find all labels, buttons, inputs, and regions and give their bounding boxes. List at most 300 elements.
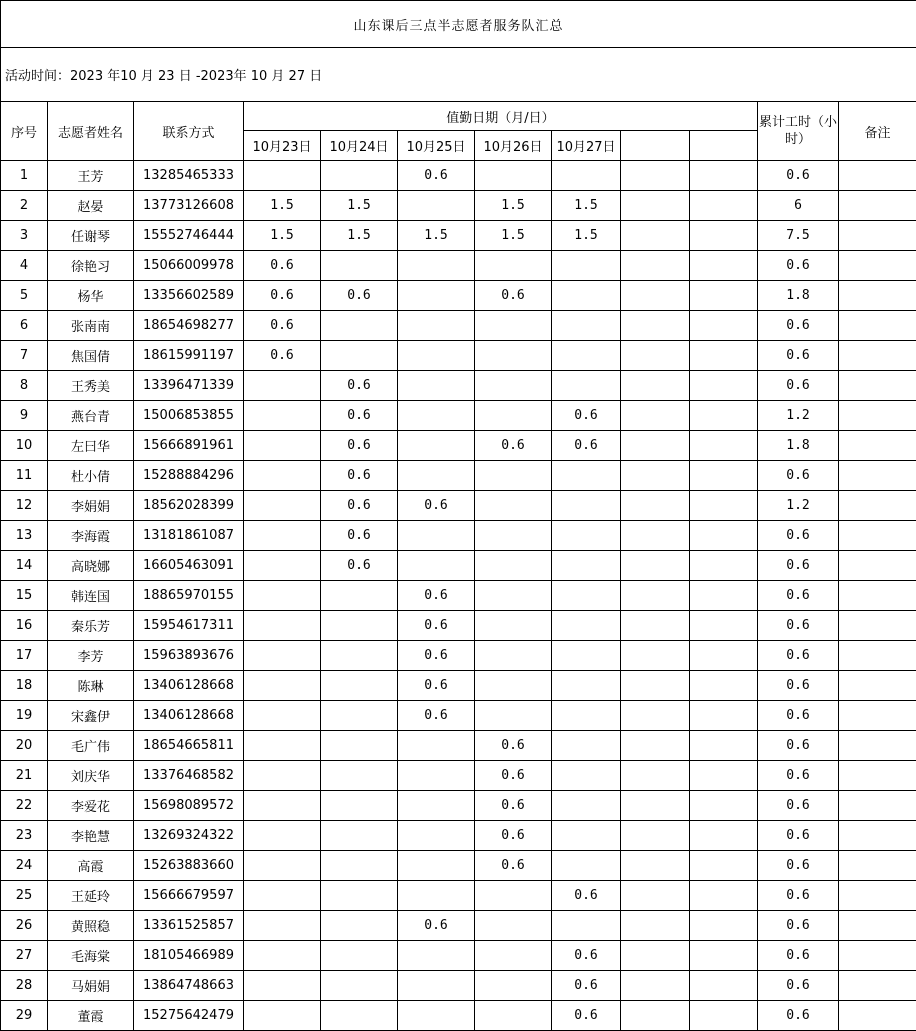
row-name: 高晓娜 bbox=[48, 551, 134, 581]
row-day-hours bbox=[690, 281, 758, 311]
row-remark bbox=[839, 851, 916, 881]
row-day-hours bbox=[475, 311, 552, 341]
row-day-hours bbox=[398, 311, 475, 341]
row-seq: 1 bbox=[1, 161, 48, 191]
row-name: 李艳慧 bbox=[48, 821, 134, 851]
row-phone: 15963893676 bbox=[134, 641, 244, 671]
row-day-hours bbox=[690, 161, 758, 191]
row-day-hours bbox=[690, 941, 758, 971]
row-seq: 24 bbox=[1, 851, 48, 881]
row-seq: 13 bbox=[1, 521, 48, 551]
row-remark bbox=[839, 701, 916, 731]
row-day-hours bbox=[398, 551, 475, 581]
row-day-hours: 0.6 bbox=[552, 971, 621, 1001]
row-day-hours bbox=[552, 371, 621, 401]
row-day-hours bbox=[398, 761, 475, 791]
row-day-hours bbox=[621, 731, 690, 761]
row-phone: 16605463091 bbox=[134, 551, 244, 581]
table-row bbox=[1, 311, 916, 341]
row-day-hours bbox=[621, 611, 690, 641]
row-total-hours: 0.6 bbox=[758, 641, 839, 671]
row-phone: 13406128668 bbox=[134, 701, 244, 731]
row-phone: 18654665811 bbox=[134, 731, 244, 761]
row-phone: 15275642479 bbox=[134, 1001, 244, 1031]
header-contact: 联系方式 bbox=[134, 102, 244, 161]
row-phone: 15698089572 bbox=[134, 791, 244, 821]
table-row bbox=[1, 401, 916, 431]
row-day-hours bbox=[244, 371, 321, 401]
row-day-hours bbox=[244, 461, 321, 491]
row-seq: 22 bbox=[1, 791, 48, 821]
row-remark bbox=[839, 671, 916, 701]
table-row bbox=[1, 641, 916, 671]
table-row bbox=[1, 491, 916, 521]
row-seq: 10 bbox=[1, 431, 48, 461]
row-phone: 13773126608 bbox=[134, 191, 244, 221]
row-name: 李海霞 bbox=[48, 521, 134, 551]
row-total-hours: 1.8 bbox=[758, 431, 839, 461]
row-total-hours: 0.6 bbox=[758, 161, 839, 191]
row-day-hours bbox=[621, 191, 690, 221]
row-total-hours: 1.2 bbox=[758, 491, 839, 521]
row-day-hours bbox=[398, 971, 475, 1001]
row-total-hours: 1.2 bbox=[758, 401, 839, 431]
row-day-hours bbox=[475, 491, 552, 521]
row-day-hours bbox=[244, 671, 321, 701]
row-day-hours bbox=[690, 971, 758, 1001]
table-row bbox=[1, 521, 916, 551]
row-day-hours bbox=[244, 491, 321, 521]
row-day-hours bbox=[621, 491, 690, 521]
row-day-hours bbox=[690, 851, 758, 881]
row-day-hours bbox=[244, 731, 321, 761]
row-day-hours bbox=[244, 881, 321, 911]
row-seq: 19 bbox=[1, 701, 48, 731]
row-day-hours bbox=[475, 161, 552, 191]
row-seq: 15 bbox=[1, 581, 48, 611]
row-total-hours: 7.5 bbox=[758, 221, 839, 251]
row-day-hours bbox=[552, 161, 621, 191]
row-day-hours bbox=[621, 791, 690, 821]
row-phone: 13285465333 bbox=[134, 161, 244, 191]
row-remark bbox=[839, 791, 916, 821]
row-phone: 13269324322 bbox=[134, 821, 244, 851]
row-name: 李芳 bbox=[48, 641, 134, 671]
row-day-hours bbox=[552, 611, 621, 641]
row-remark bbox=[839, 641, 916, 671]
row-day-hours bbox=[690, 581, 758, 611]
row-remark bbox=[839, 1001, 916, 1031]
row-day-hours: 0.6 bbox=[398, 611, 475, 641]
row-remark bbox=[839, 551, 916, 581]
row-day-hours bbox=[475, 521, 552, 551]
row-day-hours bbox=[321, 161, 398, 191]
row-day-hours bbox=[321, 1001, 398, 1031]
row-day-hours bbox=[690, 371, 758, 401]
row-day-hours: 0.6 bbox=[398, 161, 475, 191]
row-day-hours bbox=[398, 191, 475, 221]
row-day-hours: 0.6 bbox=[552, 941, 621, 971]
row-phone: 15954617311 bbox=[134, 611, 244, 641]
header-date bbox=[690, 131, 758, 161]
table-row bbox=[1, 671, 916, 701]
row-day-hours bbox=[690, 701, 758, 731]
row-seq: 21 bbox=[1, 761, 48, 791]
row-day-hours bbox=[690, 311, 758, 341]
row-day-hours bbox=[690, 341, 758, 371]
row-day-hours bbox=[475, 611, 552, 641]
row-seq: 2 bbox=[1, 191, 48, 221]
table-row bbox=[1, 251, 916, 281]
row-seq: 26 bbox=[1, 911, 48, 941]
row-day-hours bbox=[244, 431, 321, 461]
row-remark bbox=[839, 281, 916, 311]
row-day-hours bbox=[475, 1001, 552, 1031]
row-remark bbox=[839, 161, 916, 191]
row-day-hours bbox=[321, 731, 398, 761]
row-day-hours: 1.5 bbox=[552, 191, 621, 221]
row-name: 王秀美 bbox=[48, 371, 134, 401]
row-day-hours: 0.6 bbox=[398, 491, 475, 521]
row-day-hours: 0.6 bbox=[321, 491, 398, 521]
row-day-hours bbox=[244, 551, 321, 581]
row-seq: 16 bbox=[1, 611, 48, 641]
row-remark bbox=[839, 521, 916, 551]
table-row bbox=[1, 791, 916, 821]
header-date bbox=[621, 131, 690, 161]
row-total-hours: 0.6 bbox=[758, 1001, 839, 1031]
row-day-hours: 1.5 bbox=[475, 191, 552, 221]
header-date: 10月24日 bbox=[321, 131, 398, 161]
row-day-hours bbox=[621, 221, 690, 251]
row-day-hours bbox=[244, 611, 321, 641]
row-remark bbox=[839, 221, 916, 251]
row-seq: 14 bbox=[1, 551, 48, 581]
row-day-hours bbox=[321, 791, 398, 821]
row-day-hours bbox=[321, 941, 398, 971]
row-day-hours bbox=[690, 641, 758, 671]
row-day-hours: 0.6 bbox=[475, 761, 552, 791]
row-day-hours bbox=[690, 731, 758, 761]
row-day-hours: 1.5 bbox=[244, 191, 321, 221]
row-seq: 27 bbox=[1, 941, 48, 971]
row-day-hours bbox=[621, 971, 690, 1001]
row-name: 燕台青 bbox=[48, 401, 134, 431]
row-name: 秦乐芳 bbox=[48, 611, 134, 641]
row-day-hours bbox=[398, 821, 475, 851]
row-day-hours: 0.6 bbox=[244, 341, 321, 371]
row-remark bbox=[839, 191, 916, 221]
row-day-hours: 0.6 bbox=[321, 551, 398, 581]
row-day-hours bbox=[244, 581, 321, 611]
row-total-hours: 0.6 bbox=[758, 341, 839, 371]
row-day-hours bbox=[690, 521, 758, 551]
row-day-hours bbox=[621, 251, 690, 281]
row-day-hours bbox=[244, 851, 321, 881]
row-name: 杨华 bbox=[48, 281, 134, 311]
row-total-hours: 0.6 bbox=[758, 851, 839, 881]
row-day-hours bbox=[690, 221, 758, 251]
row-name: 王延玲 bbox=[48, 881, 134, 911]
row-day-hours bbox=[475, 941, 552, 971]
row-total-hours: 0.6 bbox=[758, 311, 839, 341]
row-phone: 13396471339 bbox=[134, 371, 244, 401]
row-total-hours: 0.6 bbox=[758, 581, 839, 611]
row-day-hours: 0.6 bbox=[398, 701, 475, 731]
header-date: 10月27日 bbox=[552, 131, 621, 161]
row-day-hours bbox=[690, 761, 758, 791]
row-day-hours bbox=[244, 521, 321, 551]
row-day-hours bbox=[690, 401, 758, 431]
row-day-hours bbox=[398, 461, 475, 491]
row-day-hours bbox=[321, 581, 398, 611]
row-day-hours bbox=[244, 971, 321, 1001]
row-phone: 13356602589 bbox=[134, 281, 244, 311]
row-day-hours: 0.6 bbox=[475, 851, 552, 881]
row-day-hours bbox=[690, 491, 758, 521]
row-day-hours bbox=[475, 581, 552, 611]
row-name: 杜小倩 bbox=[48, 461, 134, 491]
row-day-hours bbox=[690, 821, 758, 851]
header-total-hours: 累计工时（小时） bbox=[758, 102, 839, 161]
table-row bbox=[1, 341, 916, 371]
row-day-hours: 0.6 bbox=[552, 431, 621, 461]
row-phone: 18654698277 bbox=[134, 311, 244, 341]
row-phone: 18562028399 bbox=[134, 491, 244, 521]
row-name: 韩连国 bbox=[48, 581, 134, 611]
row-total-hours: 0.6 bbox=[758, 971, 839, 1001]
row-day-hours: 1.5 bbox=[475, 221, 552, 251]
row-remark bbox=[839, 251, 916, 281]
row-remark bbox=[839, 731, 916, 761]
row-day-hours bbox=[552, 521, 621, 551]
row-day-hours: 0.6 bbox=[398, 581, 475, 611]
row-remark bbox=[839, 341, 916, 371]
row-day-hours bbox=[621, 911, 690, 941]
row-day-hours bbox=[621, 401, 690, 431]
row-remark bbox=[839, 491, 916, 521]
row-day-hours bbox=[321, 971, 398, 1001]
row-total-hours: 0.6 bbox=[758, 881, 839, 911]
row-seq: 20 bbox=[1, 731, 48, 761]
row-total-hours: 0.6 bbox=[758, 521, 839, 551]
row-day-hours: 0.6 bbox=[475, 791, 552, 821]
row-seq: 12 bbox=[1, 491, 48, 521]
row-day-hours bbox=[398, 521, 475, 551]
table-row bbox=[1, 941, 916, 971]
row-day-hours bbox=[398, 371, 475, 401]
row-day-hours bbox=[475, 881, 552, 911]
row-day-hours bbox=[398, 251, 475, 281]
row-day-hours: 1.5 bbox=[244, 221, 321, 251]
header-date: 10月26日 bbox=[475, 131, 552, 161]
row-phone: 15263883660 bbox=[134, 851, 244, 881]
row-day-hours bbox=[321, 761, 398, 791]
row-phone: 15006853855 bbox=[134, 401, 244, 431]
row-name: 刘庆华 bbox=[48, 761, 134, 791]
row-total-hours: 0.6 bbox=[758, 941, 839, 971]
row-seq: 28 bbox=[1, 971, 48, 1001]
row-day-hours bbox=[321, 341, 398, 371]
row-total-hours: 6 bbox=[758, 191, 839, 221]
row-day-hours bbox=[244, 1001, 321, 1031]
row-day-hours bbox=[552, 701, 621, 731]
row-day-hours bbox=[244, 941, 321, 971]
row-day-hours: 0.6 bbox=[321, 401, 398, 431]
table-row bbox=[1, 1001, 916, 1031]
row-seq: 3 bbox=[1, 221, 48, 251]
row-day-hours bbox=[690, 671, 758, 701]
row-seq: 11 bbox=[1, 461, 48, 491]
row-name: 李爱花 bbox=[48, 791, 134, 821]
table-row bbox=[1, 461, 916, 491]
row-name: 陈琳 bbox=[48, 671, 134, 701]
row-day-hours bbox=[690, 551, 758, 581]
row-seq: 25 bbox=[1, 881, 48, 911]
header-date: 10月25日 bbox=[398, 131, 475, 161]
row-remark bbox=[839, 461, 916, 491]
row-total-hours: 0.6 bbox=[758, 761, 839, 791]
row-day-hours: 0.6 bbox=[552, 881, 621, 911]
row-seq: 6 bbox=[1, 311, 48, 341]
row-day-hours bbox=[621, 341, 690, 371]
table-row bbox=[1, 371, 916, 401]
row-day-hours bbox=[398, 401, 475, 431]
row-seq: 23 bbox=[1, 821, 48, 851]
row-name: 董霞 bbox=[48, 1001, 134, 1031]
row-day-hours bbox=[690, 461, 758, 491]
row-day-hours bbox=[552, 281, 621, 311]
table-row bbox=[1, 851, 916, 881]
row-name: 毛海棠 bbox=[48, 941, 134, 971]
row-day-hours: 0.6 bbox=[398, 911, 475, 941]
row-name: 王芳 bbox=[48, 161, 134, 191]
row-day-hours: 0.6 bbox=[398, 641, 475, 671]
row-name: 左曰华 bbox=[48, 431, 134, 461]
row-remark bbox=[839, 371, 916, 401]
row-day-hours: 1.5 bbox=[321, 191, 398, 221]
row-day-hours bbox=[321, 821, 398, 851]
row-remark bbox=[839, 611, 916, 641]
row-day-hours bbox=[244, 401, 321, 431]
row-day-hours bbox=[621, 371, 690, 401]
row-day-hours bbox=[398, 431, 475, 461]
table-row bbox=[1, 911, 916, 941]
row-name: 张南南 bbox=[48, 311, 134, 341]
row-day-hours bbox=[475, 461, 552, 491]
row-seq: 17 bbox=[1, 641, 48, 671]
row-day-hours bbox=[690, 881, 758, 911]
table-row bbox=[1, 821, 916, 851]
table-row bbox=[1, 551, 916, 581]
row-day-hours: 0.6 bbox=[244, 281, 321, 311]
header-remarks: 备注 bbox=[839, 102, 916, 161]
row-name: 赵晏 bbox=[48, 191, 134, 221]
row-day-hours bbox=[690, 911, 758, 941]
row-day-hours bbox=[552, 761, 621, 791]
row-name: 徐艳习 bbox=[48, 251, 134, 281]
row-day-hours bbox=[621, 1001, 690, 1031]
row-total-hours: 0.6 bbox=[758, 251, 839, 281]
row-remark bbox=[839, 821, 916, 851]
row-phone: 13406128668 bbox=[134, 671, 244, 701]
row-day-hours bbox=[621, 671, 690, 701]
row-day-hours: 0.6 bbox=[244, 251, 321, 281]
row-phone: 15066009978 bbox=[134, 251, 244, 281]
row-day-hours: 1.5 bbox=[321, 221, 398, 251]
row-day-hours bbox=[398, 281, 475, 311]
row-day-hours bbox=[552, 671, 621, 701]
row-day-hours bbox=[475, 371, 552, 401]
row-day-hours bbox=[621, 941, 690, 971]
row-day-hours bbox=[552, 641, 621, 671]
header-duty-dates: 值勤日期（月/日） bbox=[244, 102, 758, 131]
row-seq: 5 bbox=[1, 281, 48, 311]
row-day-hours bbox=[621, 521, 690, 551]
row-day-hours bbox=[621, 821, 690, 851]
row-day-hours bbox=[552, 791, 621, 821]
row-name: 任谢琴 bbox=[48, 221, 134, 251]
row-phone: 13376468582 bbox=[134, 761, 244, 791]
row-day-hours bbox=[621, 701, 690, 731]
row-remark bbox=[839, 431, 916, 461]
row-day-hours: 0.6 bbox=[475, 821, 552, 851]
row-day-hours bbox=[398, 791, 475, 821]
row-day-hours bbox=[398, 881, 475, 911]
row-day-hours bbox=[621, 641, 690, 671]
row-day-hours: 0.6 bbox=[321, 371, 398, 401]
row-day-hours bbox=[621, 761, 690, 791]
row-day-hours bbox=[552, 341, 621, 371]
row-day-hours bbox=[690, 611, 758, 641]
row-seq: 9 bbox=[1, 401, 48, 431]
row-day-hours bbox=[552, 851, 621, 881]
row-seq: 29 bbox=[1, 1001, 48, 1031]
row-total-hours: 0.6 bbox=[758, 821, 839, 851]
row-total-hours: 0.6 bbox=[758, 371, 839, 401]
row-remark bbox=[839, 881, 916, 911]
row-phone: 15666679597 bbox=[134, 881, 244, 911]
row-day-hours bbox=[244, 641, 321, 671]
row-day-hours bbox=[475, 671, 552, 701]
table-row bbox=[1, 221, 916, 251]
row-day-hours bbox=[552, 581, 621, 611]
row-day-hours bbox=[552, 821, 621, 851]
row-remark bbox=[839, 401, 916, 431]
header-name: 志愿者姓名 bbox=[48, 102, 134, 161]
row-phone: 13864748663 bbox=[134, 971, 244, 1001]
row-phone: 15666891961 bbox=[134, 431, 244, 461]
row-remark bbox=[839, 911, 916, 941]
row-day-hours: 0.6 bbox=[475, 431, 552, 461]
row-phone: 18865970155 bbox=[134, 581, 244, 611]
row-day-hours bbox=[244, 821, 321, 851]
row-remark bbox=[839, 761, 916, 791]
row-remark bbox=[839, 941, 916, 971]
row-day-hours bbox=[552, 911, 621, 941]
row-total-hours: 1.8 bbox=[758, 281, 839, 311]
row-day-hours: 0.6 bbox=[321, 461, 398, 491]
activity-period: 活动时间：2023 年10 月 23 日 -2023年 10 月 27 日 bbox=[1, 48, 916, 102]
row-day-hours bbox=[621, 431, 690, 461]
row-name: 宋鑫伊 bbox=[48, 701, 134, 731]
row-day-hours bbox=[398, 941, 475, 971]
row-day-hours bbox=[475, 341, 552, 371]
table-row bbox=[1, 281, 916, 311]
row-day-hours bbox=[552, 461, 621, 491]
row-day-hours bbox=[621, 581, 690, 611]
table-row bbox=[1, 701, 916, 731]
